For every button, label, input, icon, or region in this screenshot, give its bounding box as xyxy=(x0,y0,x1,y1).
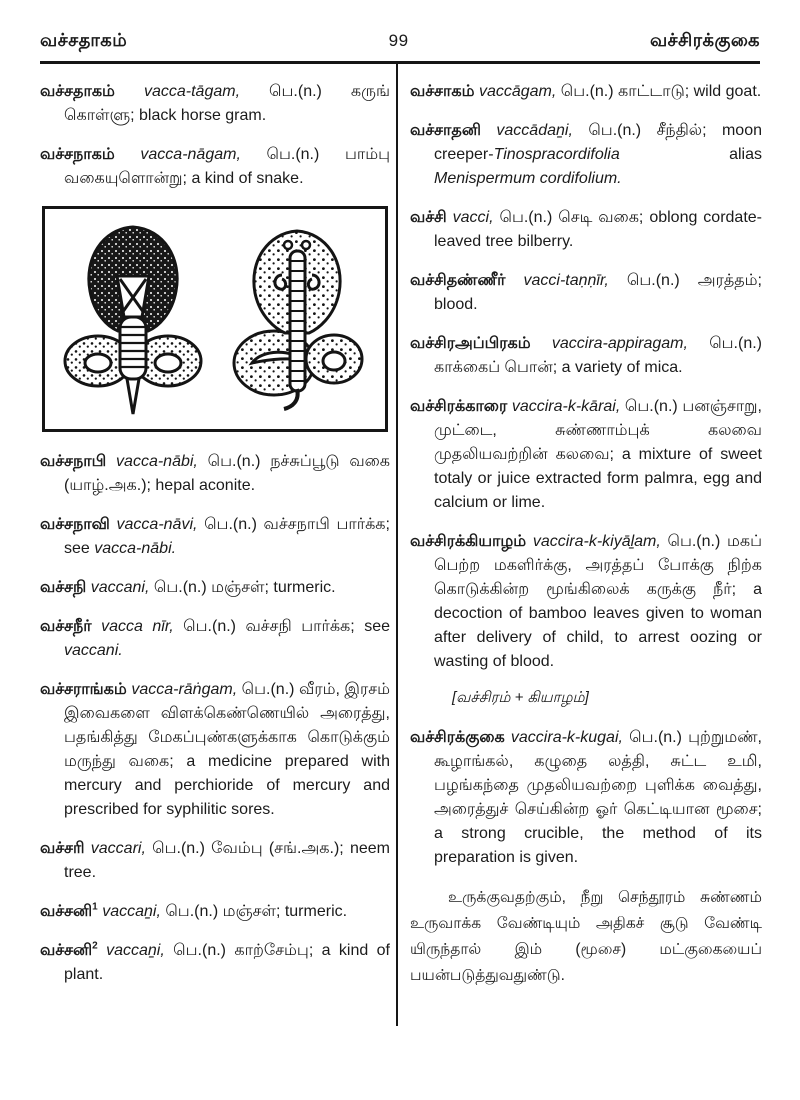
entry-transliteration: vaccaṉi, xyxy=(106,942,165,959)
entry-definition: பெ.(n.) சீந்தில்; moon creeper- xyxy=(434,122,762,163)
entry-transliteration: vaccādaṉi, xyxy=(496,122,573,139)
entry-definition: பெ.(n.) காட்டாடு; wild goat. xyxy=(556,83,762,100)
homograph-number: 1 xyxy=(92,901,98,913)
entry-transliteration: Menispermum cordifolium. xyxy=(434,170,622,187)
entry-headword: வச்சநாகம் xyxy=(40,146,115,163)
header-rule xyxy=(40,61,760,64)
entry-definition: பெ.(n.) வச்சநாபி பார்க்க; see xyxy=(64,516,390,557)
entry-headword: வச்சநாபி xyxy=(40,453,107,470)
entry-headword: வச்சரி xyxy=(40,840,85,857)
dictionary-entry xyxy=(410,726,762,870)
entry-headword: வச்சதாகம் xyxy=(40,83,115,100)
entry-transliteration: vaccaṉi, xyxy=(102,903,161,920)
entry-headword: வச்சிரக்குகை xyxy=(410,729,505,746)
entry-transliteration: vacca-nābi, xyxy=(116,453,198,470)
entry-transliteration: Tinospracordifolia xyxy=(493,146,620,163)
entry-transliteration: vacci, xyxy=(452,209,494,226)
entry-definition: பெ.(n.) கருங் கொள்ளு; black horse gram. xyxy=(64,83,390,124)
entry-definition: பெ.(n.) நச்சுப்பூடு வகை (யாழ்.அக.); hepal aconite. xyxy=(64,453,391,494)
entry-transliteration: vaccani. xyxy=(64,642,123,659)
left-column xyxy=(40,80,390,1002)
homograph-number: 2 xyxy=(92,940,98,952)
entry-transliteration: vaccira-k-kiyāḻam, xyxy=(532,533,661,550)
entry-definition: alias xyxy=(619,146,762,163)
entry-definition: பெ.(n.) காக்கைப் பொன்; a variety of mica. xyxy=(434,335,762,376)
entry-transliteration: vacca-tāgam, xyxy=(143,83,241,100)
entry-transliteration: vaccari, xyxy=(90,840,146,857)
dictionary-entry xyxy=(40,143,390,191)
entry-headword: வச்சிதண்ணீர் xyxy=(410,272,506,289)
two-column-layout xyxy=(40,80,762,1002)
entry-transliteration: vacca-rāṅgam, xyxy=(131,681,238,698)
entry-transliteration: vacca-nāvi, xyxy=(116,516,198,533)
dictionary-entry xyxy=(40,80,390,128)
entry-headword: வச்சராங்கம் xyxy=(40,681,127,698)
cobra-left-illustration xyxy=(58,221,208,417)
dictionary-entry xyxy=(40,450,390,498)
dictionary-entry xyxy=(40,615,390,663)
entry-transliteration: vacca-nābi. xyxy=(94,540,177,557)
entry-headword: வச்சிரக்கியாழம் xyxy=(410,533,527,550)
entry-definition: பெ.(n.) அரத்தம்; blood. xyxy=(434,272,762,313)
dictionary-entry xyxy=(40,678,390,822)
entry-headword: வச்சாதனி xyxy=(410,122,481,139)
entry-headword: வச்சி xyxy=(410,209,447,226)
entry-headword: வச்சிரக்காரை xyxy=(410,398,508,415)
snake-figure-box xyxy=(42,206,388,432)
dictionary-entry xyxy=(410,206,762,254)
dictionary-entry xyxy=(40,837,390,885)
dictionary-entry xyxy=(410,395,762,515)
entry-definition: பெ.(n.) பனஞ்சாறு, முட்டை, சுண்ணாம்புக் கலவை முதலியவற்றின் கலவை; a mixture of sweet totaly or juice extracted form palmra, egg and calcium or lime. xyxy=(434,398,762,511)
dictionary-entry xyxy=(410,119,762,191)
header-guide-word-left: வச்சதாகம் xyxy=(40,30,128,50)
entry-headword: வச்சிரஅப்பிரகம் xyxy=(410,335,531,352)
page-number: 99 xyxy=(388,31,409,50)
entry-headword: வச்சனி xyxy=(40,942,93,959)
cobra-right-illustration xyxy=(222,221,372,417)
entry-definition: பெ.(n.) பாம்பு வகையுளொன்று; a kind of snake. xyxy=(64,146,390,187)
dictionary-entry xyxy=(410,269,762,317)
entry-definition: பெ.(n.) செடி வகை; oblong cordate-leaved tree bilberry. xyxy=(434,209,763,250)
entry-definition: பெ.(n.) புற்றுமண், கூழாங்கல், கழுதை லத்தி, சுட்ட உமி, பழங்கந்தை முதலியவற்றை புளிக்க வைத்து, அரைத்துச் செய்கின்ற ஓர் கெட்டியான மூசை; a strong crucible, the method of its preparation is given. xyxy=(434,729,762,866)
dictionary-entry xyxy=(40,513,390,561)
note-paragraph: உருக்குவதற்கும், நீறு செந்தூரம் சுண்ணம் உருவாக்க வேண்டியும் அதிகச் சூடு வேண்டி யிருந்தால் இம் (மூசை) மட்குகையைப் பயன்படுத்துவதுண்டு. xyxy=(410,889,762,984)
entry-definition: பெ.(n.) வேம்பு (சங்.அக.); neem tree. xyxy=(64,840,390,881)
dictionary-entry xyxy=(410,80,762,104)
entry-definition: பெ.(n.) வீரம், இரசம் இவைகளை விளக்கெண்ணெயில் அரைத்து, பதங்கித்து மேகப்புண்களுக்காக கொடுக்கும் மருந்து வகை; a medicine prepared with mercury and perchioride of mercury and prescribed for syphilitic sores. xyxy=(64,681,390,818)
header-guide-word-right: வச்சிரக்குகை xyxy=(649,30,760,50)
dictionary-entry xyxy=(410,530,762,674)
entry-transliteration: vacca nīr, xyxy=(101,618,174,635)
entry-transliteration: vaccani, xyxy=(90,579,150,596)
dictionary-entry xyxy=(40,900,390,924)
dictionary-entry xyxy=(40,576,390,600)
entry-definition: பெ.(n.) காற்சேம்பு; a kind of plant. xyxy=(64,942,390,983)
entry-headword: வச்சாகம் xyxy=(410,83,475,100)
entry-headword: வச்சனி xyxy=(40,903,93,920)
entry-headword: வச்சநாவி xyxy=(40,516,110,533)
entry-transliteration: vaccira-appiragam, xyxy=(551,335,688,352)
dictionary-entry xyxy=(410,332,762,380)
entry-transliteration: vaccāgam, xyxy=(478,83,557,100)
etymology-line: [வச்சிரம் + கியாழம்] xyxy=(452,689,589,706)
entry-transliteration: vaccira-k-kugai, xyxy=(510,729,623,746)
right-column xyxy=(410,80,762,1002)
entry-transliteration: vacci-taṇṇīr, xyxy=(523,272,609,289)
entry-definition: பெ.(n.) வச்சநி பார்க்க; see xyxy=(173,618,390,635)
page-header xyxy=(40,30,760,58)
entry-definition: பெ.(n.) மஞ்சள்; turmeric. xyxy=(160,903,348,920)
entry-definition: பெ.(n.) மஞ்சள்; turmeric. xyxy=(149,579,336,596)
entry-transliteration: vaccira-k-kārai, xyxy=(511,398,621,415)
entry-transliteration: vacca-nāgam, xyxy=(140,146,241,163)
entry-headword: வச்சநி xyxy=(40,579,87,596)
entry-headword: வச்சநீர் xyxy=(40,618,92,635)
entry-definition: பெ.(n.) மகப் பெற்ற மகளிர்க்கு, அரத்தப் போக்கு நிற்க கொடுக்கின்ற மூங்கிலைக் கருக்கு நீர்; a decoction of bamboo leaves given to woman after delivery of child, to arrest oozing or wasting of blood. xyxy=(434,533,762,670)
dictionary-entry xyxy=(40,939,390,987)
